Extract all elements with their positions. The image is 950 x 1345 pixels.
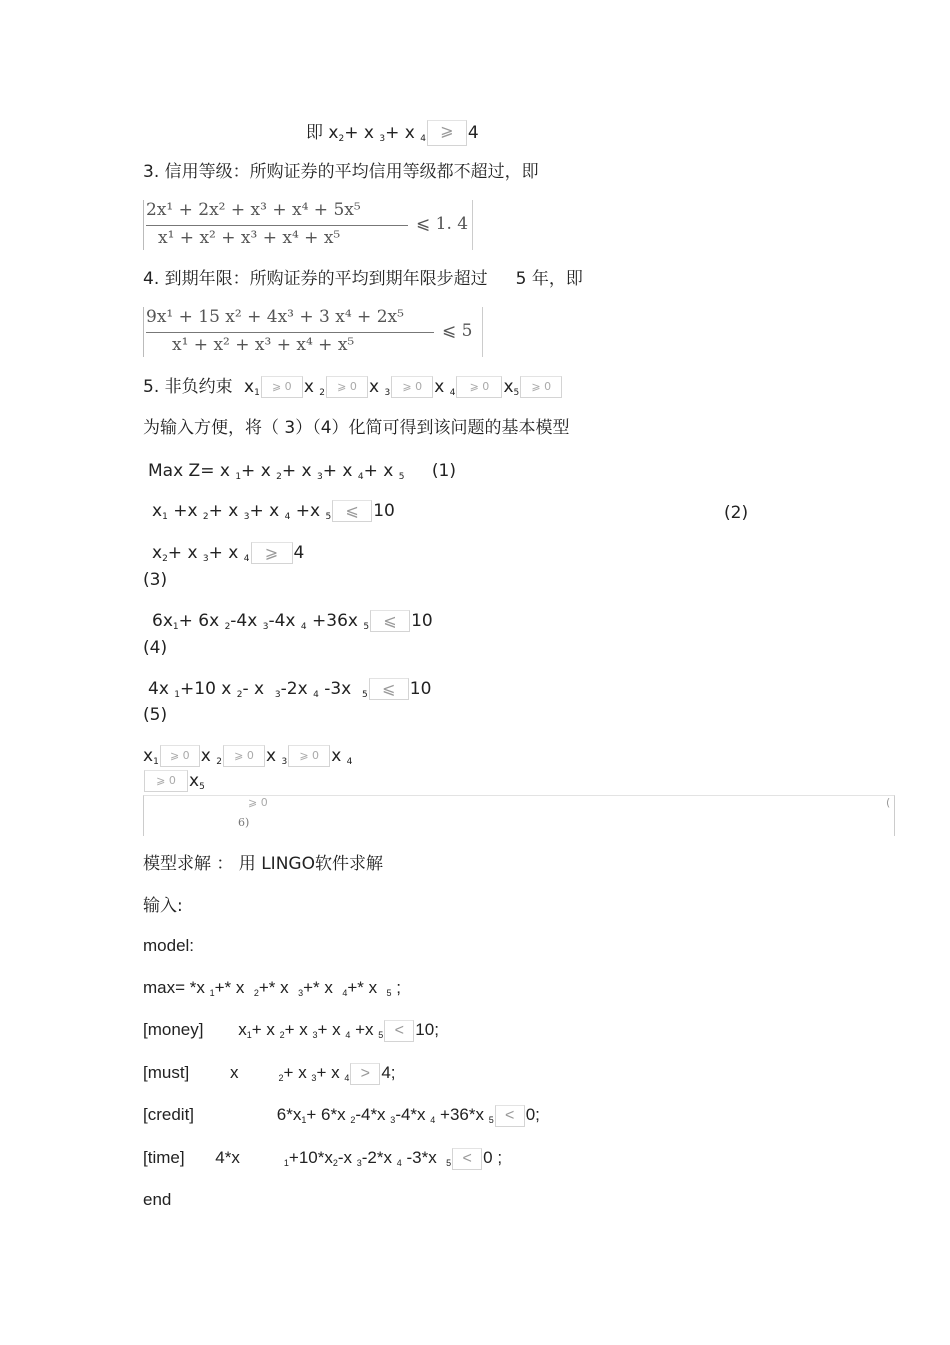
eq3-line: $x_2+ x$ $_3$+ x $_4$ ⩾ 4 [152,543,305,564]
nonneg-line-2: ⩾ 0 $x_5$ [143,770,205,798]
input-label: 输入: [143,896,183,916]
model-keyword: model: [143,936,195,955]
maturity-numerator: 9x¹ + 15 x² + 4x³ + 3 x⁴ + 2x⁵ [146,307,404,327]
eq5-rhs: 10 [409,679,432,699]
money-line: [money] $x_1+ x$ $_2$+ x $_3$+ x $_4$ +x $_5$ < 10; [143,1020,439,1040]
maturity-denominator: x¹ + x² + x³ + x⁴ + x⁵ [172,335,355,355]
time-rhs: 0 ; [483,1148,503,1167]
ge0-box: ⩾ 0 [223,745,265,767]
ge0-box: ⩾ 0 [261,376,303,398]
le-symbol: ⩽ [369,678,409,700]
ge0-box: ⩾ 0 [144,770,188,792]
credit-relation: ⩽ 1. 4 [416,214,469,234]
eq4-line: $6x_1+ 6x$ $_2$-4x $_3$-4x $_4$ +36x $_5$ ⩽ 10 [152,611,433,632]
fraction-bar [146,225,408,226]
objective-expr: Max Z= x $_1$+ x $_2$+ x $_3$+ x $_4$+ x $_5$ [148,461,405,482]
solve-heading: 模型求解 ： 用 LINGO软件求解 [143,854,383,874]
maturity-title-text: 4. 到期年限：所购证券的平均到期年限步超过 [143,269,488,289]
time-line: [time] 4*x $_1+10*x_2-x$ $_3$-2*x $_4$ -3*x $_5$ < 0 ; [143,1148,503,1168]
tag-3: (3) [143,570,168,590]
credit-rhs: 0; [525,1105,540,1124]
nonneg-title: 5. 非负约束 [143,377,233,397]
credit-line: [credit] $6*x_1+ 6*x$ $_2$-4*x $_3$-4*x $_4$ +36*x $_5$ < 0; [143,1105,540,1125]
ge0-box: ⩾ 0 [160,745,200,767]
end-keyword: end [143,1190,172,1209]
eq2-rhs: 10 [373,501,395,521]
eq4-rhs: 10 [411,611,433,631]
tag-1: (1) [431,461,456,481]
prefix-ji: 即 [306,123,323,143]
maturity-fraction [143,307,483,357]
lt-symbol: < [452,1148,482,1170]
section-nonneg: 5. 非负约束 $x_1$ ⩾ 0 x $_2$ ⩾ 0 x $_3$ ⩾ 0 x $_4$ ⩾ 0 $x_5$ ⩾ 0 [143,376,563,404]
objective-line [148,460,456,488]
eq3-rhs: 4 [293,543,305,563]
max-line: max= *x $_1$+* x $_2$+* x $_3$+* x $_4$+* x $_5$ ; [143,978,402,998]
maturity-years: 5 年，即 [515,269,583,289]
lt-symbol: < [384,1020,414,1042]
section-credit-title: 3. 信用等级：所购证券的平均信用等级都不超过，即 [143,162,539,182]
lt-symbol: < [495,1105,525,1127]
ge0-box: ⩾ 0 [391,376,433,398]
credit-numerator: 2x¹ + 2x² + x³ + x⁴ + 5x⁵ [146,200,361,220]
must-line: [must] x $_2$+ x $_3$+ x $_4$ > 4; [143,1063,396,1083]
nonneg-line-1: $x_1$ ⩾ 0 x $_2$ ⩾ 0 x $_3$ ⩾ 0 x $_4$ [143,746,353,767]
must-label: [must] [143,1063,190,1082]
gt-symbol: > [350,1063,380,1085]
time-label: [time] [143,1148,185,1167]
money-rhs: 10; [415,1020,439,1039]
tag-6-b: 6) [238,816,250,829]
constraint-must-line [306,120,479,150]
le-symbol: ⩽ [332,500,372,522]
ge0-box: ⩾ 0 [520,376,562,398]
tag-6-a: ( [886,796,891,809]
rhs-value: 4 [467,123,479,143]
ge-symbol: ⩾ [427,120,467,146]
credit-label: [credit] [143,1105,195,1124]
must-rhs: 4; [381,1063,396,1082]
tag-4: (4) [143,638,168,658]
eq2-line: $x_1 +x$ $_2$+ x $_3$+ x $_4$ +x $_5$ ⩽ 10 [152,501,395,522]
credit-fraction [143,200,473,250]
maturity-relation: ⩽ 5 [442,321,473,341]
ge0-box: ⩾ 0 [288,745,330,767]
nonneg-image-box [143,795,895,836]
expr-text: $x_2+ x$ $_3$+ x $_4$ [328,123,426,144]
ge-symbol: ⩾ [251,542,293,564]
ge0-box: ⩾ 0 [456,376,502,398]
credit-denominator: x¹ + x² + x³ + x⁴ + x⁵ [158,228,341,248]
le-symbol: ⩽ [370,610,410,632]
eq5-line: 4x $_1$+10 x $_2$- x $_3$-2x $_4$ -3x $_5$ ⩽ 10 [148,679,432,700]
tag-2: (2) [724,503,749,523]
fraction-bar [146,332,434,333]
ge0-box: ⩾ 0 [326,376,368,398]
section-maturity-title [143,268,583,290]
tag-5: (5) [143,705,168,725]
money-label: [money] [143,1020,204,1039]
ge0-box: ⩾ 0 [248,796,268,809]
simplify-text: 为输入方便，将（ 3）（4）化简可得到该问题的基本模型 [143,418,570,438]
